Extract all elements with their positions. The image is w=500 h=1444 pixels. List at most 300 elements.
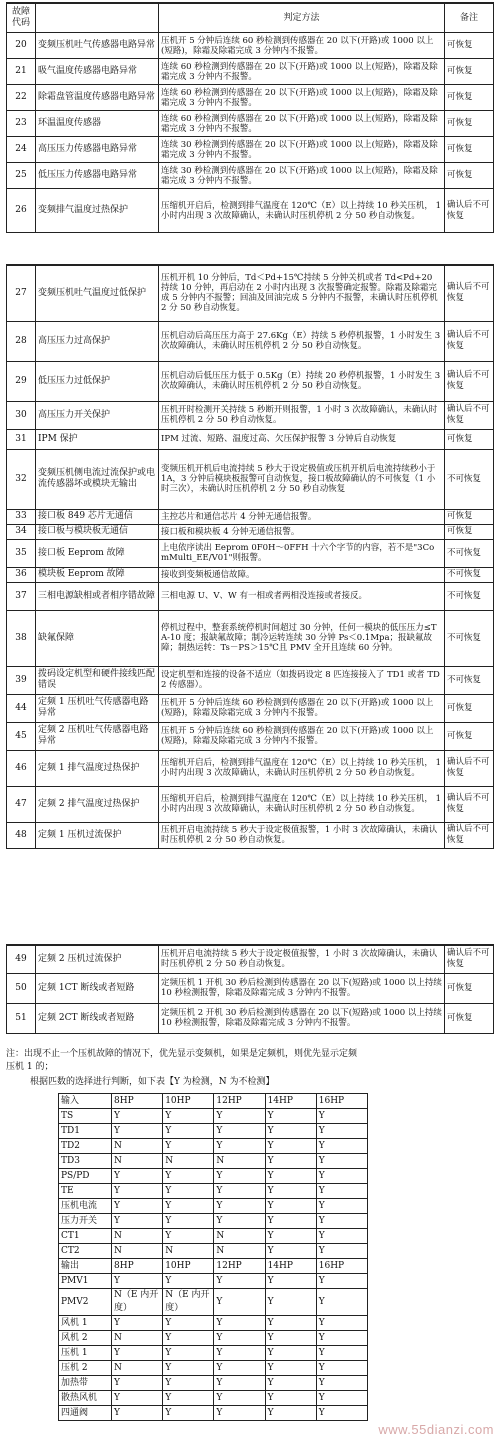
config-cell: N xyxy=(112,1139,163,1154)
fault-remark: 确认后不可恢复 xyxy=(445,189,494,233)
fault-code: 27 xyxy=(7,265,36,321)
fault-row xyxy=(7,429,494,449)
config-cell: Y xyxy=(316,1391,367,1406)
config-cell: N xyxy=(214,1244,265,1259)
config-cell: Y xyxy=(163,1316,214,1331)
fault-code: 22 xyxy=(7,85,36,111)
config-cell: N xyxy=(112,1331,163,1346)
fault-name: 定频 2 排气温度过热保护 xyxy=(36,786,159,822)
header-blank xyxy=(36,3,159,33)
fault-method: 上电依序读出 Eeprom 0F0H～0FFH 十六个字节的内容，若不是"3ComMulti_EE/V01"则报警。 xyxy=(159,539,445,567)
fault-name: IPM 保护 xyxy=(36,429,159,449)
note-line-1: 注：出现不止一个压机故障的情况下，优先显示变频机，如果是定频机，则优先显示定频 xyxy=(6,1049,358,1059)
config-cell: Y xyxy=(214,1331,265,1346)
config-cell: Y xyxy=(265,1331,316,1346)
config-row-label: 压力开关 xyxy=(59,1214,112,1229)
fault-method: 压机启动后高压压力高于 27.6Kg（E）持续 5 秒停机报警，1 小时发生 3 次故障确认，未确认时压机停机 2 分 50 秒自动恢复。 xyxy=(159,321,445,361)
fault-method: 停机过程中，整套系统停机时间超过 30 分钟，任何一模块的低压压力≤TA-10 度；报缺氟故障；制冷运转连续 30 分钟 Ps＜0.1Mpa；报缺氟故障；制热运转：Ts－PS＞15℃且 PMV 全开且连续 60 分钟。 xyxy=(159,610,445,666)
fault-name: 拨码设定机型和硬件接线匹配错误 xyxy=(36,666,159,694)
fault-code: 47 xyxy=(7,786,36,822)
fault-code: 31 xyxy=(7,429,36,449)
fault-row xyxy=(7,694,494,722)
fault-row xyxy=(7,666,494,694)
fault-method: IPM 过流、短路、温度过高、欠压保护报警 3 分钟后自动恢复 xyxy=(159,429,445,449)
fault-code: 29 xyxy=(7,361,36,401)
fault-row xyxy=(7,401,494,429)
fault-code: 24 xyxy=(7,137,36,163)
config-row-label: 压机 2 xyxy=(59,1361,112,1376)
config-row-label: TD3 xyxy=(59,1154,112,1169)
config-cell: Y xyxy=(163,1139,214,1154)
fault-row xyxy=(7,111,494,137)
fault-row xyxy=(7,524,494,539)
config-cell: Y xyxy=(316,1289,367,1316)
fault-row xyxy=(7,822,494,848)
fault-remark: 不可恢复 xyxy=(445,567,494,582)
fault-method: 接收到变频板通信故障。 xyxy=(159,567,445,582)
config-row xyxy=(59,1154,368,1169)
fault-row xyxy=(7,189,494,233)
config-row xyxy=(59,1331,368,1346)
fault-code: 50 xyxy=(7,973,36,1003)
fault-remark: 不可恢复 xyxy=(445,449,494,509)
header-method: 判定方法 xyxy=(159,3,445,33)
fault-code: 36 xyxy=(7,567,36,582)
config-cell: Y xyxy=(265,1274,316,1289)
fault-row xyxy=(7,1003,494,1033)
fault-name: 接口板 Eeprom 故障 xyxy=(36,539,159,567)
fault-name: 接口板与模块板无通信 xyxy=(36,524,159,539)
config-cell: Y xyxy=(265,1154,316,1169)
config-row-label: PMV2 xyxy=(59,1289,112,1316)
config-cell: Y xyxy=(112,1184,163,1199)
config-row-label: TD2 xyxy=(59,1139,112,1154)
config-cell: Y xyxy=(316,1376,367,1391)
config-cell: Y xyxy=(163,1391,214,1406)
config-cell: Y xyxy=(316,1124,367,1139)
config-cell: 8HP xyxy=(112,1094,163,1109)
fault-row xyxy=(7,509,494,524)
config-row xyxy=(59,1391,368,1406)
config-cell: 14HP xyxy=(265,1259,316,1274)
config-cell: Y xyxy=(265,1289,316,1316)
config-cell: N xyxy=(112,1229,163,1244)
fault-code: 25 xyxy=(7,163,36,189)
config-cell: Y xyxy=(316,1154,367,1169)
fault-remark: 不可恢复 xyxy=(445,610,494,666)
config-cell: Y xyxy=(214,1109,265,1124)
fault-remark: 可恢复 xyxy=(445,524,494,539)
fault-method: 压机开 5 分钟后连续 60 秒检测到传感器在 20 以下(开路)或 1000 以上(短路)，除霜及除霜完成 3 分钟内不报警。 xyxy=(159,33,445,59)
config-cell: Y xyxy=(265,1391,316,1406)
fault-method: 变频压机开机后电流持续 5 秒大于设定极值或压机开机后电流持续秒小于 1A，3 分钟后模块板报警可自动恢复，接口板故障确认的不可恢复（1 小时三次），未确认时压机停机 2 分 50 秒自动恢复 xyxy=(159,449,445,509)
config-cell: 10HP xyxy=(163,1094,214,1109)
fault-remark: 确认后不可恢复 xyxy=(445,750,494,786)
config-cell: Y xyxy=(112,1124,163,1139)
fault-name: 变频压机侧电流过流保护或电流传感器坏或模块无输出 xyxy=(36,449,159,509)
config-cell: Y xyxy=(214,1376,265,1391)
config-cell: Y xyxy=(214,1289,265,1316)
fault-method: 三相电源 U、V、W 有一相或者两相没连接或者接反。 xyxy=(159,582,445,610)
fault-name: 定频 2 压机吐气传感器电路异常 xyxy=(36,722,159,750)
config-cell: Y xyxy=(265,1229,316,1244)
fault-row xyxy=(7,750,494,786)
fault-name: 低压压力过低保护 xyxy=(36,361,159,401)
config-cell: Y xyxy=(112,1316,163,1331)
config-cell: 16HP xyxy=(316,1094,367,1109)
fault-row xyxy=(7,582,494,610)
fault-code: 33 xyxy=(7,509,36,524)
config-row-label: TD1 xyxy=(59,1124,112,1139)
config-cell: Y xyxy=(265,1361,316,1376)
config-cell: Y xyxy=(112,1391,163,1406)
config-row-label: 风机 2 xyxy=(59,1331,112,1346)
config-cell: Y xyxy=(163,1214,214,1229)
config-cell: Y xyxy=(265,1346,316,1361)
config-row xyxy=(59,1139,368,1154)
config-row-label: 散热风机 xyxy=(59,1391,112,1406)
config-row-label: PS/PD xyxy=(59,1169,112,1184)
fault-row xyxy=(7,163,494,189)
fault-table-group-1 xyxy=(6,2,494,233)
fault-row xyxy=(7,539,494,567)
config-cell: N xyxy=(163,1154,214,1169)
fault-remark: 可恢复 xyxy=(445,59,494,85)
config-row xyxy=(59,1229,368,1244)
fault-remark: 可恢复 xyxy=(445,1003,494,1033)
fault-method: 定频压机 2 开机 30 秒后检测到传感器在 20 以下(短路)或 1000 以上持续 10 秒检测报警，除霜及除霜完成 3 分钟内不报警。 xyxy=(159,1003,445,1033)
config-cell: Y xyxy=(112,1346,163,1361)
fault-code: 37 xyxy=(7,582,36,610)
config-row xyxy=(59,1259,368,1274)
fault-name: 三相电源缺相或者相序错故障 xyxy=(36,582,159,610)
fault-name: 变频压机吐气温度过低保护 xyxy=(36,265,159,321)
fault-remark: 可恢复 xyxy=(445,85,494,111)
fault-remark: 可恢复 xyxy=(445,694,494,722)
config-cell: Y xyxy=(316,1169,367,1184)
config-cell: 10HP xyxy=(163,1259,214,1274)
fault-remark: 不可恢复 xyxy=(445,582,494,610)
config-row-label: 压机 1 xyxy=(59,1346,112,1361)
fault-code: 39 xyxy=(7,666,36,694)
fault-remark: 可恢复 xyxy=(445,429,494,449)
watermark: www.55dianzi.com xyxy=(378,1422,494,1437)
config-row-label: CT2 xyxy=(59,1244,112,1259)
config-cell: Y xyxy=(214,1214,265,1229)
config-cell: N xyxy=(112,1154,163,1169)
fault-name: 定频 1CT 断线或者短路 xyxy=(36,973,159,1003)
fault-row xyxy=(7,321,494,361)
config-row-label: PMV1 xyxy=(59,1274,112,1289)
config-cell: N（E 内开度） xyxy=(163,1289,214,1316)
fault-table-group-3 xyxy=(6,944,494,1034)
note-line-2: 压机 1 的； xyxy=(6,1062,54,1072)
config-row-label: 输入 xyxy=(59,1094,112,1109)
fault-remark: 确认后不可恢复 xyxy=(445,361,494,401)
config-cell: Y xyxy=(316,1214,367,1229)
config-row xyxy=(59,1361,368,1376)
fault-code: 45 xyxy=(7,722,36,750)
config-cell: Y xyxy=(214,1139,265,1154)
config-row xyxy=(59,1124,368,1139)
config-cell: Y xyxy=(163,1361,214,1376)
fault-method: 压缩机开启后，检测到排气温度在 120℃（E）以上持续 10 秒关压机， 1 小时内出现 3 次故障确认，未确认时压机停机 2 分 50 秒自动恢复。 xyxy=(159,189,445,233)
config-cell: Y xyxy=(316,1199,367,1214)
fault-method: 连续 30 秒检测到传感器在 20 以下(开路)或 1000 以上(短路)，除霜及除霜完成 3 分钟内不报警。 xyxy=(159,137,445,163)
config-cell: Y xyxy=(316,1331,367,1346)
fault-row xyxy=(7,610,494,666)
fault-row xyxy=(7,786,494,822)
config-cell: Y xyxy=(163,1169,214,1184)
fault-method: 压机开 5 分钟后连续 60 秒检测到传感器在 20 以下(开路)或 1000 以上(短路)，除霜及除霜完成 3 分钟内不报警。 xyxy=(159,722,445,750)
fault-code: 49 xyxy=(7,945,36,973)
fault-name: 缺氟保障 xyxy=(36,610,159,666)
config-cell: Y xyxy=(112,1109,163,1124)
fault-method: 连续 60 秒检测到传感器在 20 以下(开路)或 1000 以上(短路)，除霜及除霜完成 3 分钟内不报警。 xyxy=(159,111,445,137)
config-cell: Y xyxy=(316,1406,367,1421)
fault-name: 接口板 849 芯片无通信 xyxy=(36,509,159,524)
config-cell: Y xyxy=(214,1274,265,1289)
config-cell: Y xyxy=(265,1316,316,1331)
config-cell: Y xyxy=(316,1139,367,1154)
config-row-label: 压机电流 xyxy=(59,1199,112,1214)
config-row-label: 风机 1 xyxy=(59,1316,112,1331)
config-cell: Y xyxy=(214,1361,265,1376)
fault-row xyxy=(7,33,494,59)
fault-remark: 可恢复 xyxy=(445,973,494,1003)
config-cell: Y xyxy=(316,1229,367,1244)
fault-method: 压机开机 10 分钟后，Td＜Pd+15℃持续 5 分钟关机或者 Td<Pd+20 持续 10 分钟，再启动在 2 小时内出现 3 次报警确定报警。除霜及除霜完成 5 分钟内不报警；回油及回油完成 5 分钟内不报警，未确认时压机停机 2 分 50 秒自动恢复。 xyxy=(159,265,445,321)
fault-name: 定频 2CT 断线或者短路 xyxy=(36,1003,159,1033)
note-line-3: 根据匹数的选择进行判断，如下表【Y 为检测，N 为不检测】 xyxy=(30,1077,275,1087)
fault-row xyxy=(7,449,494,509)
fault-remark: 确认后不可恢复 xyxy=(445,321,494,361)
fault-method: 压缩机开启后，检测到排气温度在 120℃（E）以上持续 10 秒关压机， 1 小时内出现 3 次故障确认，未确认时压机停机 2 分 50 秒自动恢复。 xyxy=(159,786,445,822)
fault-code: 30 xyxy=(7,401,36,429)
config-cell: Y xyxy=(265,1109,316,1124)
config-row xyxy=(59,1199,368,1214)
config-cell: 8HP xyxy=(112,1259,163,1274)
config-cell: Y xyxy=(265,1139,316,1154)
fault-remark: 可恢复 xyxy=(445,163,494,189)
config-cell: 12HP xyxy=(214,1259,265,1274)
fault-name: 高压压力传感器电路异常 xyxy=(36,137,159,163)
config-row xyxy=(59,1169,368,1184)
config-cell: Y xyxy=(214,1184,265,1199)
config-row-label: CT1 xyxy=(59,1229,112,1244)
config-row-label: TS xyxy=(59,1109,112,1124)
fault-remark: 确认后不可恢复 xyxy=(445,945,494,973)
config-cell: Y xyxy=(265,1124,316,1139)
fault-remark: 确认后不可恢复 xyxy=(445,822,494,848)
fault-table-header xyxy=(7,3,494,33)
fault-method: 压缩机开启后，检测到排气温度在 120℃（E）以上持续 10 秒关压机， 1 小时内出现 3 次故障确认，未确认时压机停机 2 分 50 秒自动恢复。 xyxy=(159,750,445,786)
fault-name: 定频 1 压机吐气传感器电路异常 xyxy=(36,694,159,722)
fault-method: 接口板和模块板 4 分钟无通信报警。 xyxy=(159,524,445,539)
config-cell: Y xyxy=(163,1184,214,1199)
fault-name: 定频 1 压机过流保护 xyxy=(36,822,159,848)
config-cell: Y xyxy=(265,1199,316,1214)
config-cell: Y xyxy=(214,1391,265,1406)
fault-remark: 可恢复 xyxy=(445,509,494,524)
config-cell: N xyxy=(112,1361,163,1376)
config-row-label: 加热带 xyxy=(59,1376,112,1391)
config-row xyxy=(59,1109,368,1124)
config-cell: 14HP xyxy=(265,1094,316,1109)
config-row-label: TE xyxy=(59,1184,112,1199)
config-cell: Y xyxy=(316,1316,367,1331)
fault-name: 吸气温度传感器电路异常 xyxy=(36,59,159,85)
fault-method: 设定机型和连接的设备不适应（如拨码设定 8 匹连接接入了 TD1 或者 TD2 传感器）。 xyxy=(159,666,445,694)
fault-name: 变频排气温度过热保护 xyxy=(36,189,159,233)
fault-row xyxy=(7,945,494,973)
fault-code: 23 xyxy=(7,111,36,137)
config-cell: Y xyxy=(316,1184,367,1199)
fault-method: 压机开 5 分钟后连续 60 秒检测到传感器在 20 以下(开路)或 1000 以上(短路)，除霜及除霜完成 3 分钟内不报警。 xyxy=(159,694,445,722)
fault-code: 34 xyxy=(7,524,36,539)
fault-method: 压机开启电流持续 5 秒大于设定极值报警，1 小时 3 次故障确认，未确认时压机停机 2 分 50 秒自动恢复。 xyxy=(159,945,445,973)
fault-table-group-2 xyxy=(6,264,494,849)
config-cell: 12HP xyxy=(214,1094,265,1109)
fault-name: 变频压机吐气传感器电路异常 xyxy=(36,33,159,59)
fault-code: 21 xyxy=(7,59,36,85)
config-cell: N xyxy=(112,1244,163,1259)
fault-code: 28 xyxy=(7,321,36,361)
config-cell: N xyxy=(163,1244,214,1259)
fault-code: 51 xyxy=(7,1003,36,1033)
config-cell: Y xyxy=(316,1346,367,1361)
fault-name: 环温温度传感器 xyxy=(36,111,159,137)
fault-remark: 确认后不可恢复 xyxy=(445,265,494,321)
fault-row xyxy=(7,973,494,1003)
fault-row xyxy=(7,361,494,401)
fault-method: 连续 30 秒检测到传感器在 20 以下(开路)或 1000 以上(短路)，除霜及除霜完成 3 分钟内不报警。 xyxy=(159,163,445,189)
fault-row xyxy=(7,59,494,85)
fault-remark: 可恢复 xyxy=(445,111,494,137)
config-cell: Y xyxy=(214,1346,265,1361)
fault-method: 定频压机 1 开机 30 秒后检测到传感器在 20 以下(短路)或 1000 以上持续 10 秒检测报警，除霜及除霜完成 3 分钟内不报警。 xyxy=(159,973,445,1003)
fault-remark: 确认后不可恢复 xyxy=(445,786,494,822)
config-row-label: 四通阀 xyxy=(59,1406,112,1421)
config-cell: Y xyxy=(265,1406,316,1421)
config-row xyxy=(59,1094,368,1109)
fault-remark: 可恢复 xyxy=(445,33,494,59)
fault-row xyxy=(7,85,494,111)
fault-name: 低压压力传感器电路异常 xyxy=(36,163,159,189)
config-row xyxy=(59,1376,368,1391)
header-code: 故障代码 xyxy=(7,3,36,33)
fault-method: 连续 60 秒检测到传感器在 20 以下(开路)或 1000 以上(短路)，除霜及除霜完成 3 分钟内不报警。 xyxy=(159,85,445,111)
config-table xyxy=(58,1093,368,1421)
config-cell: Y xyxy=(163,1229,214,1244)
config-cell: Y xyxy=(214,1406,265,1421)
config-cell: Y xyxy=(112,1406,163,1421)
fault-method: 连续 60 秒检测到传感器在 20 以下(开路)或 1000 以上(短路)，除霜及除霜完成 3 分钟内不报警。 xyxy=(159,59,445,85)
fault-code: 20 xyxy=(7,33,36,59)
fault-code: 35 xyxy=(7,539,36,567)
fault-code: 32 xyxy=(7,449,36,509)
config-cell: Y xyxy=(316,1274,367,1289)
config-cell: Y xyxy=(163,1376,214,1391)
fault-remark: 不可恢复 xyxy=(445,666,494,694)
config-cell: Y xyxy=(163,1331,214,1346)
config-cell: Y xyxy=(163,1406,214,1421)
fault-row xyxy=(7,722,494,750)
config-cell: Y xyxy=(112,1214,163,1229)
fault-method: 压机启动后低压压力低于 0.5Kg（E）持续 20 秒停机报警，1 小时发生 3 次故障确认，未确认时压机停机 2 分 50 秒自动恢复。 xyxy=(159,361,445,401)
config-cell: Y xyxy=(163,1346,214,1361)
fault-name: 定频 1 排气温度过热保护 xyxy=(36,750,159,786)
fault-name: 高压压力过高保护 xyxy=(36,321,159,361)
fault-code: 44 xyxy=(7,694,36,722)
config-cell: Y xyxy=(316,1361,367,1376)
fault-row xyxy=(7,265,494,321)
config-cell: N xyxy=(214,1154,265,1169)
fault-name: 定频 2 压机过流保护 xyxy=(36,945,159,973)
config-cell: Y xyxy=(112,1199,163,1214)
config-row xyxy=(59,1184,368,1199)
config-cell: Y xyxy=(265,1376,316,1391)
fault-method: 压机开启电流持续 5 秒大于设定极值报警，1 小时 3 次故障确认，未确认时压机停机 2 分 50 秒自动恢复。 xyxy=(159,822,445,848)
config-row xyxy=(59,1274,368,1289)
fault-name: 除霜盘管温度传感器电路异常 xyxy=(36,85,159,111)
config-cell: 16HP xyxy=(316,1259,367,1274)
config-cell: Y xyxy=(112,1169,163,1184)
fault-code: 46 xyxy=(7,750,36,786)
config-cell: Y xyxy=(112,1376,163,1391)
config-cell: N xyxy=(214,1229,265,1244)
config-cell: Y xyxy=(214,1169,265,1184)
fault-method: 压机开时检测开关持续 5 秒断开则报警，1 小时 3 次故障确认，未确认时压机停机 2 分 50 秒自动恢复。 xyxy=(159,401,445,429)
config-cell: Y xyxy=(163,1124,214,1139)
config-cell: Y xyxy=(214,1124,265,1139)
fault-code: 48 xyxy=(7,822,36,848)
header-remark: 备注 xyxy=(445,3,494,33)
config-cell: Y xyxy=(163,1274,214,1289)
config-row xyxy=(59,1346,368,1361)
fault-row xyxy=(7,137,494,163)
config-cell: Y xyxy=(265,1214,316,1229)
config-cell: Y xyxy=(316,1244,367,1259)
fault-code: 26 xyxy=(7,189,36,233)
config-row xyxy=(59,1244,368,1259)
config-cell: N（E 内开度） xyxy=(112,1289,163,1316)
config-row xyxy=(59,1316,368,1331)
fault-name: 高压压力开关保护 xyxy=(36,401,159,429)
fault-name: 模块板 Eeprom 故障 xyxy=(36,567,159,582)
fault-row xyxy=(7,567,494,582)
config-row xyxy=(59,1406,368,1421)
config-cell: Y xyxy=(265,1169,316,1184)
config-cell: Y xyxy=(214,1316,265,1331)
config-row-label: 输出 xyxy=(59,1259,112,1274)
config-cell: Y xyxy=(265,1184,316,1199)
config-row xyxy=(59,1214,368,1229)
config-cell: Y xyxy=(163,1109,214,1124)
fault-remark: 不可恢复 xyxy=(445,539,494,567)
fault-remark: 可恢复 xyxy=(445,137,494,163)
fault-remark: 可恢复 xyxy=(445,722,494,750)
fault-remark: 确认后不可恢复 xyxy=(445,401,494,429)
config-row xyxy=(59,1289,368,1316)
fault-method: 主控芯片和通信芯片 4 分钟无通信报警。 xyxy=(159,509,445,524)
config-cell: Y xyxy=(112,1274,163,1289)
config-cell: Y xyxy=(214,1199,265,1214)
config-cell: Y xyxy=(316,1109,367,1124)
fault-code: 38 xyxy=(7,610,36,666)
config-cell: Y xyxy=(265,1244,316,1259)
config-cell: Y xyxy=(163,1199,214,1214)
